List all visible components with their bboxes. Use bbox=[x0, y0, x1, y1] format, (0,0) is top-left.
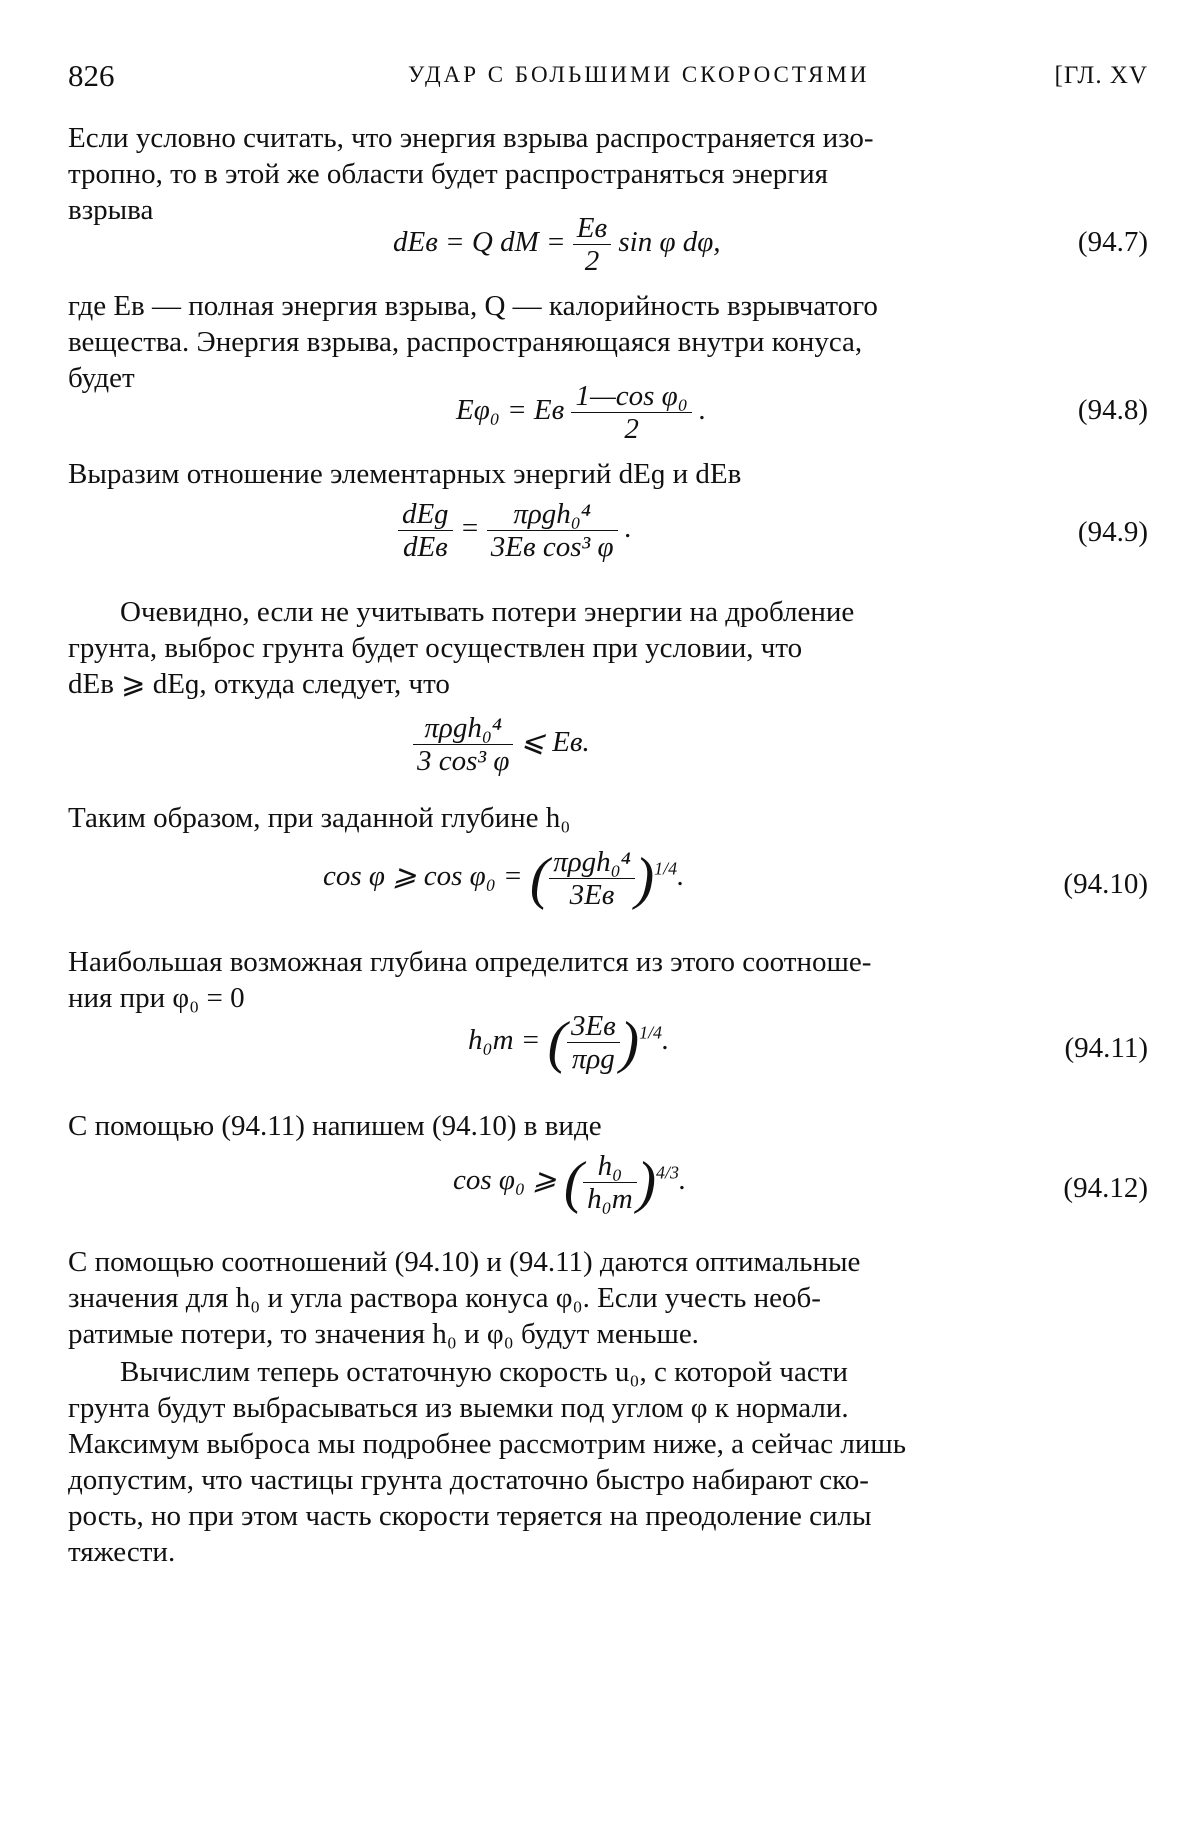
text-line: Очевидно, если не учитывать потери энергии на дробление bbox=[120, 596, 855, 628]
text-line: допустим, что частицы грунта достаточно быстро набирают ско- bbox=[68, 1464, 869, 1496]
equation-94-7 bbox=[68, 212, 1148, 276]
right-paren: ) bbox=[634, 845, 655, 911]
text-line: значения для h₀ и угла раствора конуса φ₀. Если учесть необ- bbox=[68, 1282, 821, 1314]
frac-den: πρg bbox=[567, 1042, 620, 1075]
eq-fraction bbox=[413, 712, 513, 777]
text-line: Выразим отношение элементарных энергий dEɡ и dEв bbox=[68, 458, 742, 490]
text-line: Таким образом, при заданной глубине h₀ bbox=[68, 802, 571, 834]
equation-number: (94.11) bbox=[1064, 1032, 1148, 1064]
text-line: грунта будут выбрасываться из выемки под углом φ к нормали. bbox=[68, 1392, 849, 1424]
text-line: грунта, выброс грунта будет осуществлен при условии, что bbox=[68, 632, 803, 664]
frac-num: πρgh₀⁴ bbox=[513, 498, 591, 530]
equation-94-9 bbox=[68, 498, 1148, 568]
left-paren: ( bbox=[547, 1009, 567, 1075]
frac-num: 1—cos φ₀ bbox=[575, 380, 688, 412]
equation-94-10 bbox=[68, 846, 1148, 926]
text-line: рость, но при этом часть скорости теряется на преодоление силы bbox=[68, 1500, 872, 1532]
eq-right: sin φ dφ, bbox=[611, 226, 721, 259]
page-number: 826 bbox=[68, 58, 115, 93]
text-line: где Eв — полная энергия взрыва, Q — калорийность взрывчатого bbox=[68, 290, 878, 322]
eq-fraction bbox=[573, 212, 611, 277]
paragraph-3 bbox=[68, 456, 1148, 492]
frac-den: 3 cos³ φ bbox=[413, 744, 513, 777]
running-title: УДАР С БОЛЬШИМИ СКОРОСТЯМИ bbox=[408, 62, 870, 87]
eq-tail: . bbox=[679, 1164, 687, 1197]
text-line: dEв ⩾ dEɡ, откуда следует, что bbox=[68, 668, 450, 700]
frac-num: dEɡ bbox=[402, 498, 449, 530]
eq-fraction bbox=[571, 380, 691, 445]
paragraph-4 bbox=[68, 594, 1148, 702]
frac-den: 2 bbox=[571, 412, 691, 445]
text-line: ния при φ₀ = 0 bbox=[68, 982, 245, 1014]
eq-fraction bbox=[549, 846, 635, 911]
eq-fraction-left bbox=[398, 498, 453, 563]
text-line: Если условно считать, что энергия взрыва распространяется изо- bbox=[68, 122, 874, 154]
text-line: Вычислим теперь остаточную скорость u₀, с которой части bbox=[120, 1356, 848, 1388]
text-line: Наибольшая возможная глубина определится из этого соотноше- bbox=[68, 946, 872, 978]
right-paren: ) bbox=[636, 1149, 657, 1215]
equation-number: (94.12) bbox=[1063, 1172, 1148, 1204]
equals-sign: = bbox=[459, 512, 480, 545]
exponent: 1/4 bbox=[639, 1022, 663, 1043]
text-line: будет bbox=[68, 362, 135, 394]
text-line: взрыва bbox=[68, 194, 154, 226]
page-header bbox=[68, 58, 1148, 98]
frac-den: 3Eв bbox=[549, 878, 635, 911]
text-line: тропно, то в этой же области будет распространяться энергия bbox=[68, 158, 828, 190]
frac-num: πρgh₀⁴ bbox=[424, 712, 503, 744]
exponent: 1/4 bbox=[654, 858, 678, 879]
frac-den: h₀m bbox=[583, 1182, 637, 1215]
text-line: ратимые потери, то значения h₀ и φ₀ будут меньше. bbox=[68, 1318, 699, 1350]
eq-left: dEв = Q dM = bbox=[393, 226, 573, 259]
paragraph-9 bbox=[68, 1354, 1148, 1570]
eq-left: cos φ₀ ⩾ bbox=[453, 1164, 564, 1197]
equation-number: (94.8) bbox=[1077, 394, 1148, 426]
text-line: Максимум выброса мы подробнее рассмотрим ниже, а сейчас лишь bbox=[68, 1428, 906, 1460]
eq-fraction bbox=[567, 1010, 620, 1075]
left-paren: ( bbox=[563, 1149, 584, 1215]
frac-den: 3Eв cos³ φ bbox=[487, 530, 618, 563]
equation-number: (94.7) bbox=[1077, 226, 1148, 258]
frac-num: πρgh₀⁴ bbox=[553, 846, 631, 878]
eq-tail: . bbox=[677, 860, 685, 893]
equation-number: (94.10) bbox=[1063, 868, 1148, 900]
paragraph-7 bbox=[68, 1108, 1148, 1144]
text-line: С помощью соотношений (94.10) и (94.11) даются оптимальные bbox=[68, 1246, 861, 1278]
inequality bbox=[68, 712, 1148, 784]
frac-den: dEв bbox=[398, 530, 453, 563]
eq-tail: . bbox=[662, 1024, 670, 1057]
frac-num: h₀ bbox=[597, 1150, 623, 1182]
paragraph-8 bbox=[68, 1244, 1148, 1352]
eq-left: cos φ ⩾ cos φ₀ = bbox=[323, 860, 530, 893]
eq-right: . bbox=[691, 394, 707, 427]
text-line: тяжести. bbox=[68, 1536, 176, 1568]
text-line: вещества. Энергия взрыва, распространяющаяся внутри конуса, bbox=[68, 326, 863, 358]
paragraph-5 bbox=[68, 800, 1148, 836]
eq-fraction bbox=[583, 1150, 637, 1215]
eq-tail: . bbox=[617, 512, 632, 545]
text-line: С помощью (94.11) напишем (94.10) в виде bbox=[68, 1110, 602, 1142]
eq-fraction-right bbox=[487, 498, 618, 563]
equation-94-11 bbox=[68, 1010, 1148, 1090]
right-paren: ) bbox=[619, 1009, 640, 1075]
frac-num: Eв bbox=[576, 212, 608, 244]
frac-den: 2 bbox=[573, 244, 611, 277]
eq-left: Eφ₀ = Eв bbox=[456, 394, 572, 427]
chapter-label: [ГЛ. XV bbox=[1054, 62, 1148, 89]
left-paren: ( bbox=[529, 845, 550, 911]
equation-94-12 bbox=[68, 1150, 1148, 1230]
frac-num: 3Eв bbox=[570, 1010, 616, 1042]
exponent: 4/3 bbox=[656, 1162, 679, 1183]
eq-tail: ⩽ Eв. bbox=[513, 726, 590, 759]
paragraph-6 bbox=[68, 944, 1148, 1016]
equation-number: (94.9) bbox=[1077, 516, 1148, 548]
equation-94-8 bbox=[68, 380, 1148, 444]
eq-left: h₀m = bbox=[468, 1024, 548, 1057]
